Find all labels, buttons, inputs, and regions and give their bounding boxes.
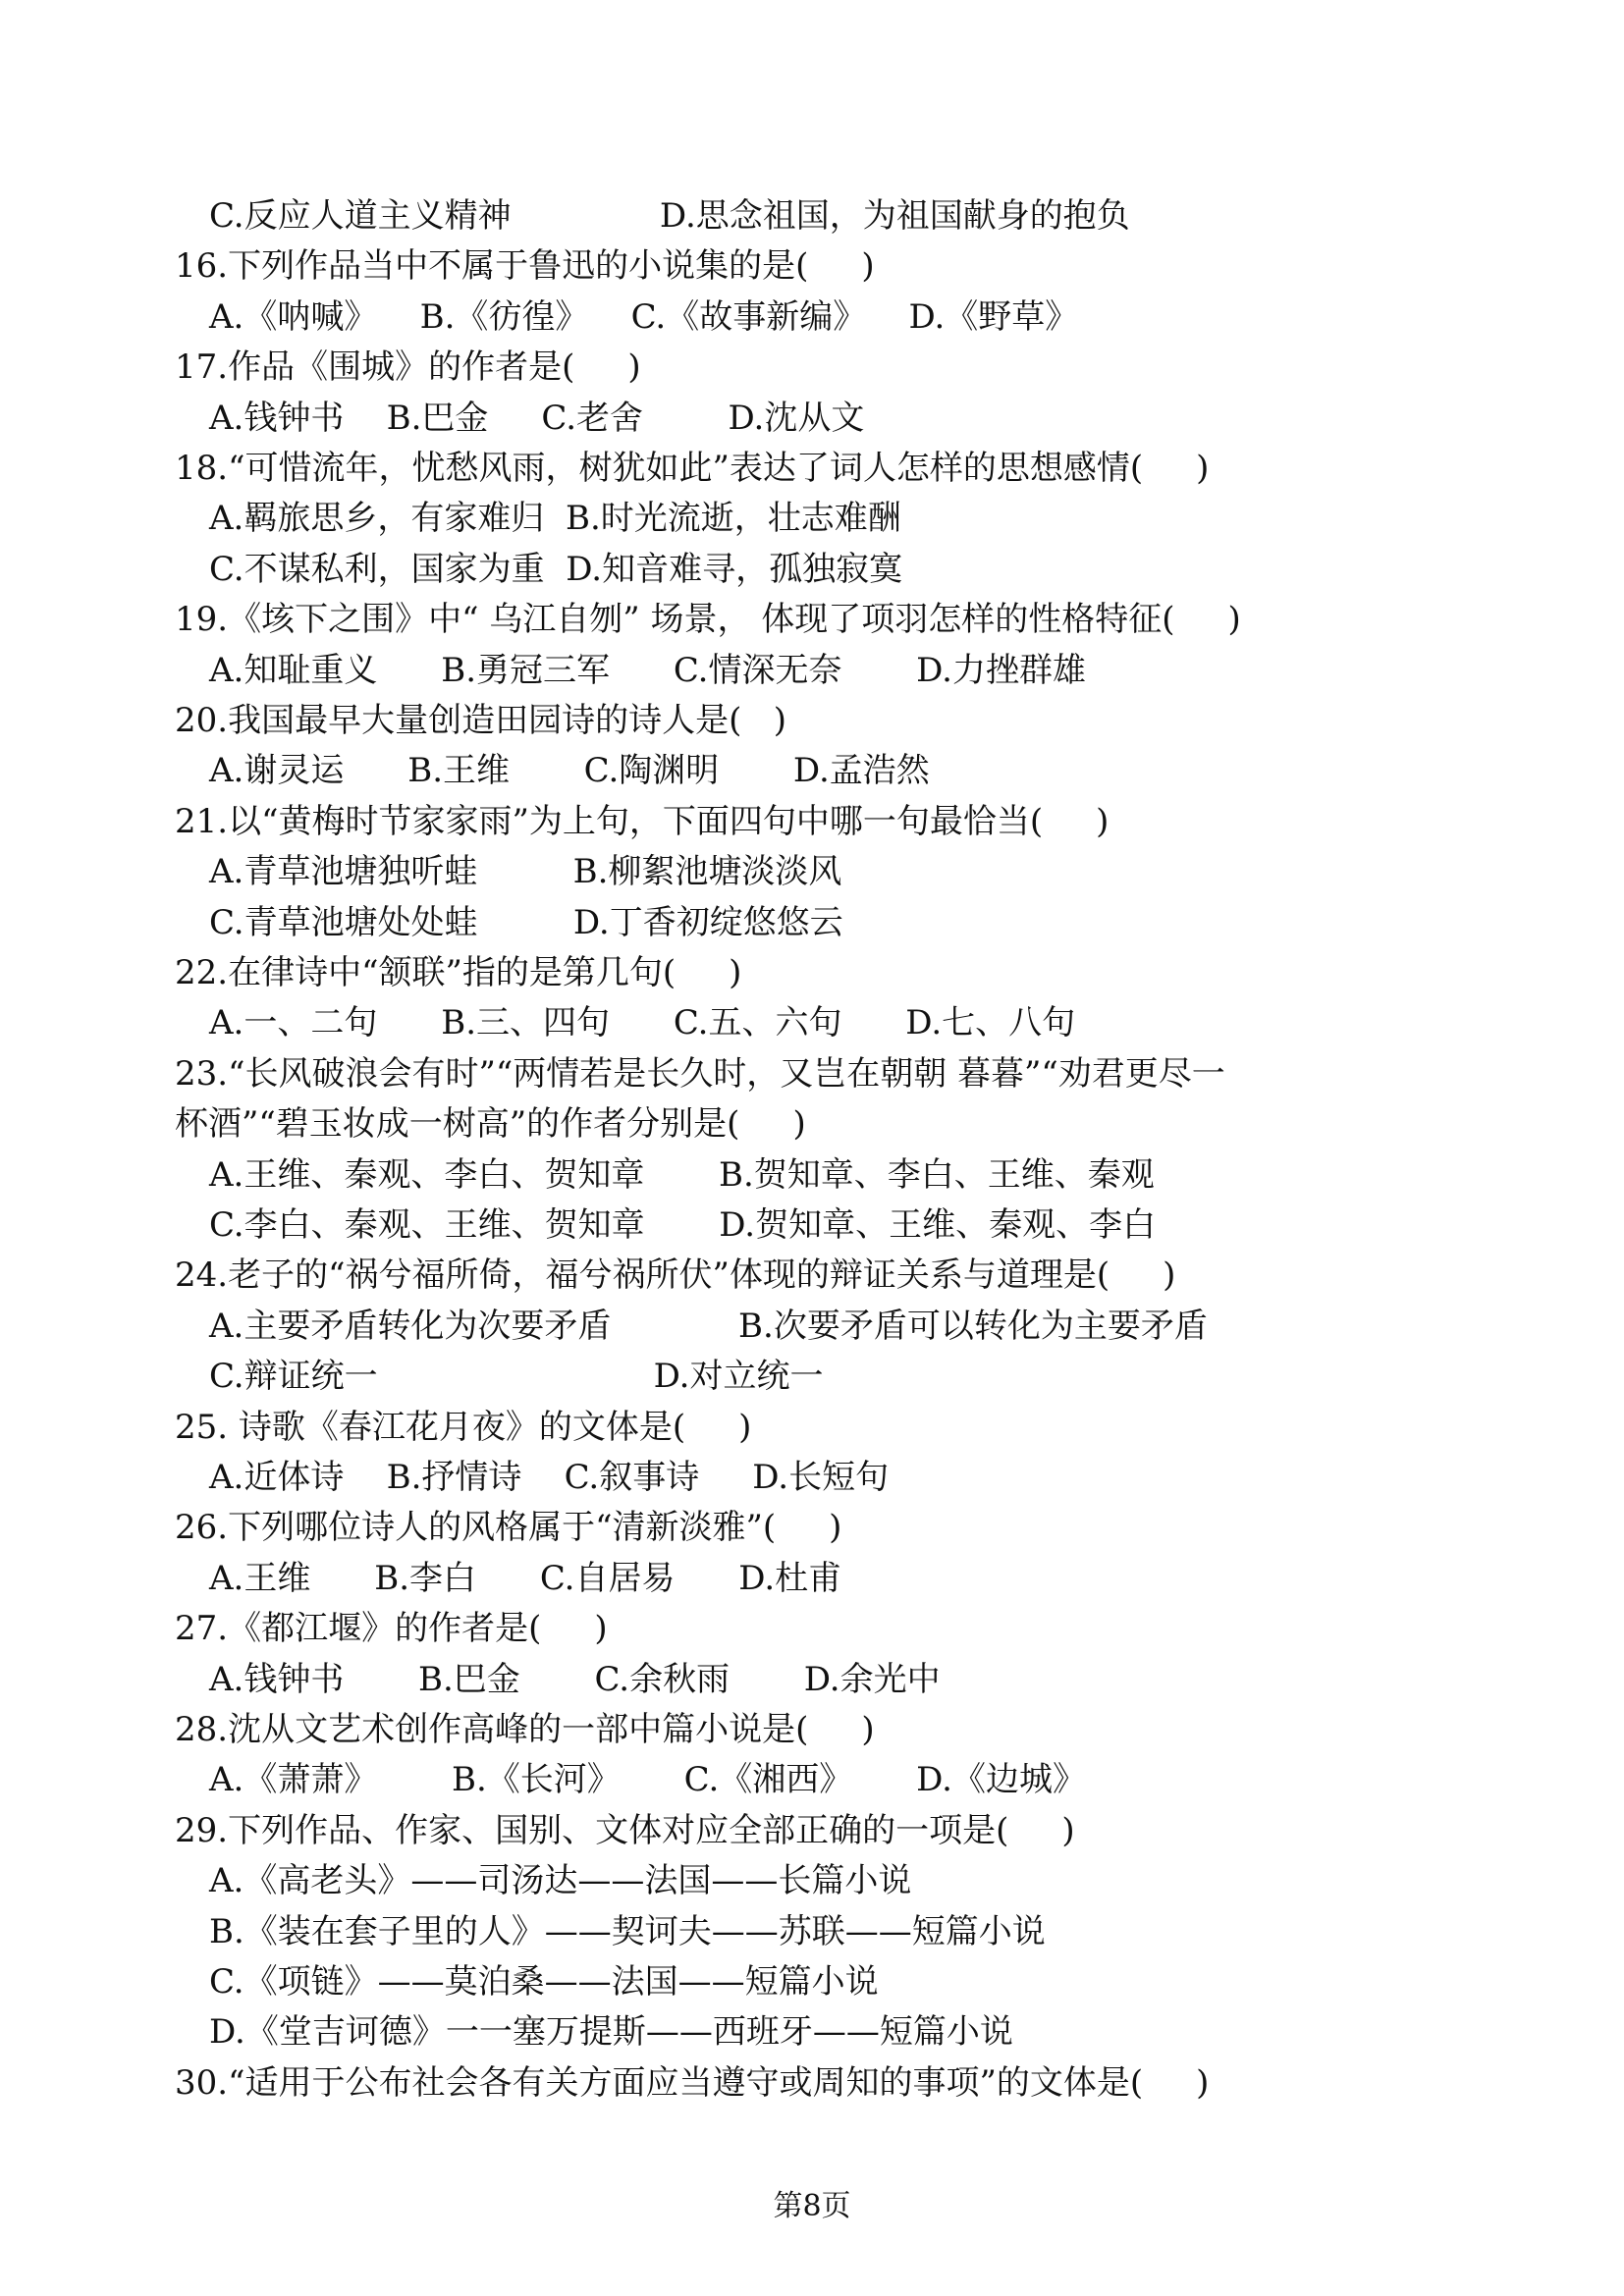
option-line: C.李白、秦观、王维、贺知章 D.贺知章、王维、秦观、李白 xyxy=(209,1205,1157,1245)
question-line: 26.下列哪位诗人的风格属于“清新淡雅”( ) xyxy=(175,1508,842,1547)
question-line: 24.老子的“祸兮福所倚，福兮祸所伏”体现的辩证关系与道理是( ) xyxy=(175,1255,1176,1295)
question-line: 18.“可惜流年，忧愁风雨，树犹如此”表达了词人怎样的思想感情( ) xyxy=(175,449,1210,488)
question-line: 29.下列作品、作家、国别、文体对应全部正确的一项是( ) xyxy=(175,1811,1075,1850)
question-line: 22.在律诗中“颔联”指的是第几句( ) xyxy=(175,953,742,992)
option-line: A.青草池塘独听蛙 B.柳絮池塘淡淡风 xyxy=(209,852,842,891)
question-line: 27.《都江堰》的作者是( ) xyxy=(175,1609,608,1648)
option-line: A.王维、秦观、李白、贺知章 B.贺知章、李白、王维、秦观 xyxy=(209,1155,1155,1195)
option-line: A.谢灵运 B.王维 C.陶渊明 D.孟浩然 xyxy=(209,751,930,790)
option-line: A.《萧萧》 B.《长河》 C.《湘西》 D.《边城》 xyxy=(209,1760,1086,1799)
question-line: 21.以“黄梅时节家家雨”为上句，下面四句中哪一句最恰当( ) xyxy=(175,802,1110,841)
option-line: C.《项链》——莫泊桑——法国——短篇小说 xyxy=(209,1962,879,2002)
question-line: 30.“适用于公布社会各有关方面应当遵守或周知的事项”的文体是( ) xyxy=(175,2063,1210,2103)
option-line: A.钱钟书 B.巴金 C.老舍 D.沈从文 xyxy=(209,399,865,438)
question-line: 28.沈从文艺术创作高峰的一部中篇小说是( ) xyxy=(175,1710,875,1749)
option-line: C.不谋私利，国家为重 D.知音难寻，孤独寂寞 xyxy=(209,550,903,589)
option-line: A.近体诗 B.抒情诗 C.叙事诗 D.长短句 xyxy=(209,1458,890,1497)
option-line: D.《堂吉诃德》一一塞万提斯——西班牙——短篇小说 xyxy=(209,2012,1013,2052)
option-line: B.《装在套子里的人》——契诃夫——苏联——短篇小说 xyxy=(209,1912,1046,1951)
question-line: 19.《垓下之围》中“ 乌江自刎” 场景， 体现了项羽怎样的性格特征( ) xyxy=(175,600,1241,639)
question-line: 20.我国最早大量创造田园诗的诗人是( ) xyxy=(175,701,787,740)
option-line: A.《高老头》——司汤达——法国——长篇小说 xyxy=(209,1861,912,1900)
option-line: A.钱钟书 B.巴金 C.余秋雨 D.余光中 xyxy=(209,1660,941,1699)
option-line: A.知耻重义 B.勇冠三军 C.情深无奈 D.力挫群雄 xyxy=(209,651,1086,690)
question-line: 25. 诗歌《春江花月夜》的文体是( ) xyxy=(175,1408,752,1447)
question-line: 23.“长风破浪会有时”“两情若是长久时，又岂在朝朝 暮暮”“劝君更尽一 xyxy=(175,1054,1225,1094)
option-line: A.主要矛盾转化为次要矛盾 B.次要矛盾可以转化为主要矛盾 xyxy=(209,1307,1208,1346)
option-line: C.反应人道主义精神 D.思念祖国，为祖国献身的抱负 xyxy=(209,196,1130,236)
option-line: C.辩证统一 D.对立统一 xyxy=(209,1357,824,1396)
question-line: 杯酒”“碧玉妆成一树高”的作者分别是( ) xyxy=(175,1104,806,1144)
option-line: A.王维 B.李白 C.自居易 D.杜甫 xyxy=(209,1559,842,1598)
question-line: 17.作品《围城》的作者是( ) xyxy=(175,347,641,387)
option-line: A.羁旅思乡，有家难归 B.时光流逝，壮志难酬 xyxy=(209,499,901,538)
option-line: A.一、二句 B.三、四句 C.五、六句 D.七、八句 xyxy=(209,1003,1076,1042)
option-line: A.《呐喊》 B.《彷徨》 C.《故事新编》 D.《野草》 xyxy=(209,297,1079,337)
question-line: 16.下列作品当中不属于鲁迅的小说集的是( ) xyxy=(175,246,875,286)
option-line: C.青草池塘处处蛙 D.丁香初绽悠悠云 xyxy=(209,903,843,942)
page-number: 第8页 xyxy=(773,2189,851,2223)
